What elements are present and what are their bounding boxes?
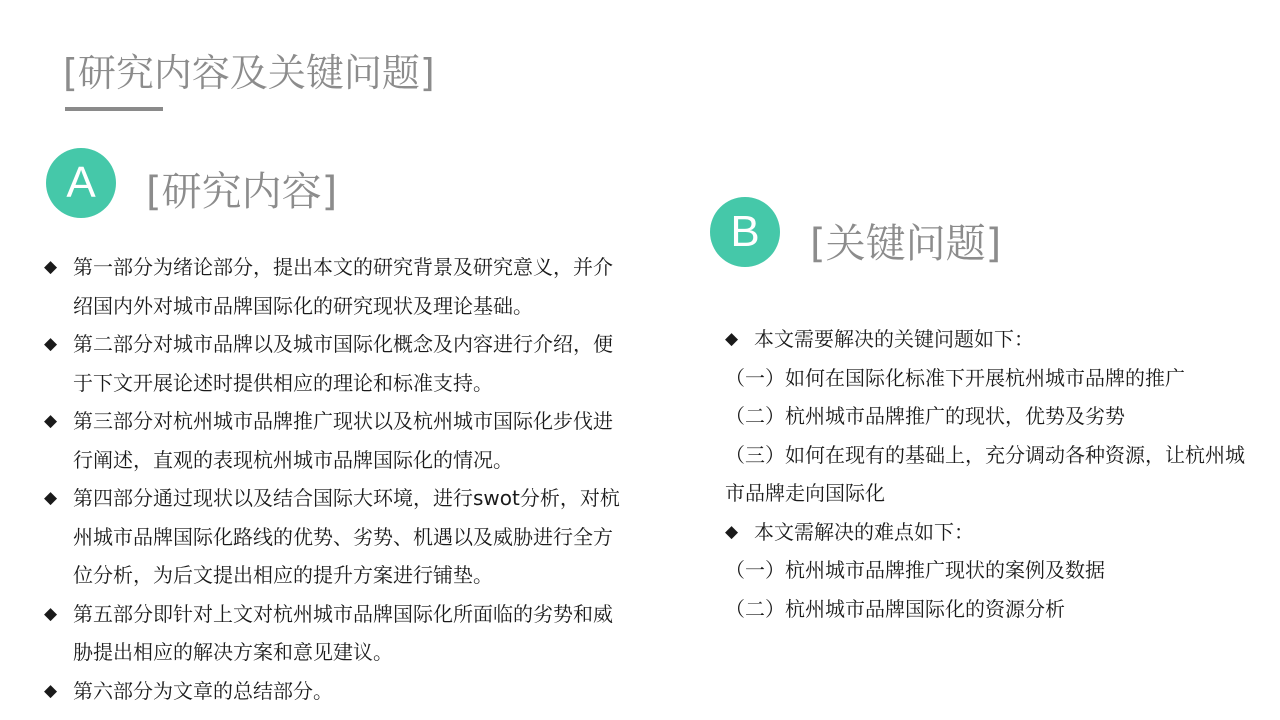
list-item-text: 第三部分对杭州城市品牌推广现状以及杭州城市国际化步伐进行阐述，直观的表现杭州城市品牌国际化的情况。 — [73, 409, 613, 472]
key-issue-item: （三）如何在现有的基础上，充分调动各种资源，让杭州城市品牌走向国际化 — [725, 442, 1245, 505]
diamond-bullet-icon: ◆ — [725, 521, 739, 542]
diamond-bullet-icon: ◆ — [44, 488, 58, 508]
difficulty-item: （二）杭州城市品牌国际化的资源分析 — [725, 596, 1065, 621]
list-item — [44, 595, 644, 672]
difficulty-item: （一）杭州城市品牌推广现状的案例及数据 — [725, 558, 1105, 582]
title-underline — [65, 107, 163, 111]
key-issues-label-row — [725, 320, 1265, 359]
key-issue-item: （一）如何在国际化标准下开展杭州城市品牌的推广 — [725, 365, 1185, 390]
list-item — [44, 402, 644, 479]
list-item — [44, 248, 644, 325]
diamond-bullet-icon: ◆ — [44, 603, 58, 624]
section-a-badge: A — [46, 148, 116, 218]
difficulties-label-row — [725, 513, 1265, 552]
list-item-text: 第四部分通过现状以及结合国际大环境，进行swot分析，对杭州城市品牌国际化路线的优势、劣势、机遇以及威胁进行全方位分析，为后文提出相应的提升方案进行铺垫。 — [73, 486, 620, 587]
difficulties-label: 本文需解决的难点如下： — [754, 519, 974, 544]
key-issues-panel — [725, 320, 1265, 628]
diamond-bullet-icon: ◆ — [44, 411, 58, 431]
diamond-bullet-icon: ◆ — [44, 257, 58, 277]
diamond-bullet-icon: ◆ — [44, 680, 58, 701]
section-b-heading: [关键问题] — [810, 221, 1002, 267]
key-issues-label: 本文需要解决的关键问题如下： — [754, 327, 1034, 351]
section-a-heading: [研究内容] — [146, 169, 338, 215]
diamond-bullet-icon: ◆ — [44, 334, 58, 354]
page-title: [研究内容及关键问题] — [63, 51, 435, 95]
key-issue-item: （二）杭州城市品牌推广的现状，优势及劣势 — [725, 404, 1125, 428]
diamond-bullet-icon: ◆ — [725, 329, 739, 349]
list-item — [44, 672, 644, 711]
list-item-text: 第二部分对城市品牌以及城市国际化概念及内容进行介绍，便于下文开展论述时提供相应的理论和标准支持。 — [73, 332, 613, 395]
list-item-text: 第一部分为绪论部分，提出本文的研究背景及研究意义，并介绍国内外对城市品牌国际化的研究现状及理论基础。 — [73, 255, 613, 318]
list-item-text: 第六部分为文章的总结部分。 — [73, 678, 333, 703]
research-content-list — [44, 248, 644, 710]
list-item — [44, 325, 644, 402]
list-item-text: 第五部分即针对上文对杭州城市品牌国际化所面临的劣势和威胁提出相应的解决方案和意见建议。 — [73, 601, 613, 664]
list-item — [44, 479, 644, 595]
section-b-badge: B — [710, 197, 780, 267]
